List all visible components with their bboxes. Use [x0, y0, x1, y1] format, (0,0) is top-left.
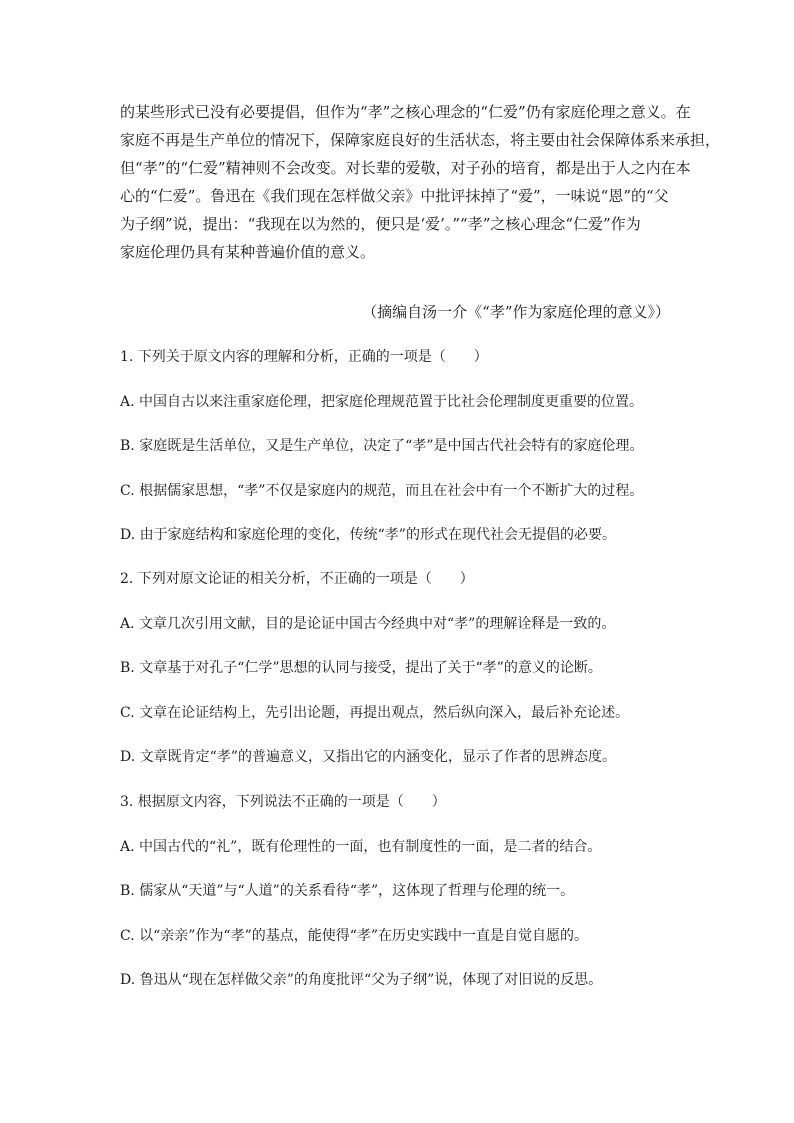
- option-item: D. 由于家庭结构和家庭伦理的变化，传统“孝”的形式在现代社会无提倡的必要。: [120, 527, 616, 543]
- option-item: B. 家庭既是生活单位，又是生产单位，决定了“孝”是中国古代社会特有的家庭伦理。: [120, 438, 644, 454]
- option-item: C. 根据儒家思想，“孝”不仅是家庭内的规范，而且在社会中有一个不断扩大的过程。: [120, 483, 644, 499]
- option-item: C. 以“亲亲”作为“孝”的基点，能使得“孝”在历史实践中一直是自觉自愿的。: [120, 928, 589, 944]
- question-stem: 1. 下列关于原文内容的理解和分析，正确的一项是（ ）: [120, 349, 488, 365]
- passage-line: 心的“仁爱”。鲁迅在《我们现在怎样做父亲》中批评抹掉了“爱”，一味说“恩”的“父: [120, 187, 669, 205]
- question-stem: 3. 根据原文内容，下列说法不正确的一项是（ ）: [120, 794, 446, 810]
- passage-line: 的某些形式已没有必要提倡，但作为“孝”之核心理念的“仁爱”仍有家庭伦理之意义。在: [120, 103, 691, 121]
- passage-line: 家庭伦理仍具有某种普遍价值的意义。: [120, 243, 376, 261]
- passage-line: 家庭不再是生产单位的情况下，保障家庭良好的生活状态，将主要由社会保障体系来承担，: [120, 131, 721, 149]
- source-citation: （摘编自汤一介《“孝”作为家庭伦理的意义》）: [362, 303, 670, 321]
- option-item: B. 文章基于对孔子“仁学”思想的认同与接受，提出了关于“孝”的意义的论断。: [120, 660, 602, 676]
- option-item: A. 中国古代的“礼”，既有伦理性的一面，也有制度性的一面，是二者的结合。: [120, 839, 602, 855]
- option-item: D. 鲁迅从“现在怎样做父亲”的角度批评“父为子纲”说，体现了对旧说的反思。: [120, 972, 603, 988]
- option-item: D. 文章既肯定“孝”的普遍意义，又指出它的内涵变化，显示了作者的思辨态度。: [120, 749, 616, 765]
- passage-line: 为子纲”说，提出：“我现在以为然的，便只是‘爱’。”“孝”之核心理念“仁爱”作为: [120, 215, 641, 233]
- passage-line: 但“孝”的“仁爱”精神则不会改变。对长辈的爱敬，对子孙的培育，都是出于人之内在本: [120, 159, 691, 177]
- passage-paragraph: [120, 98, 721, 266]
- question-stem: 2. 下列对原文论证的相关分析，不正确的一项是（ ）: [120, 571, 474, 587]
- option-item: A. 中国自古以来注重家庭伦理，把家庭伦理规范置于比社会伦理制度更重要的位置。: [120, 394, 644, 410]
- option-item: C. 文章在论证结构上，先引出论题，再提出观点，然后纵向深入，最后补充论述。: [120, 705, 630, 721]
- option-item: B. 儒家从“天道”与“人道”的关系看待“孝”，这体现了哲理与伦理的统一。: [120, 883, 575, 899]
- option-item: A. 文章几次引用文献，目的是论证中国古今经典中对“孝”的理解诠释是一致的。: [120, 616, 616, 632]
